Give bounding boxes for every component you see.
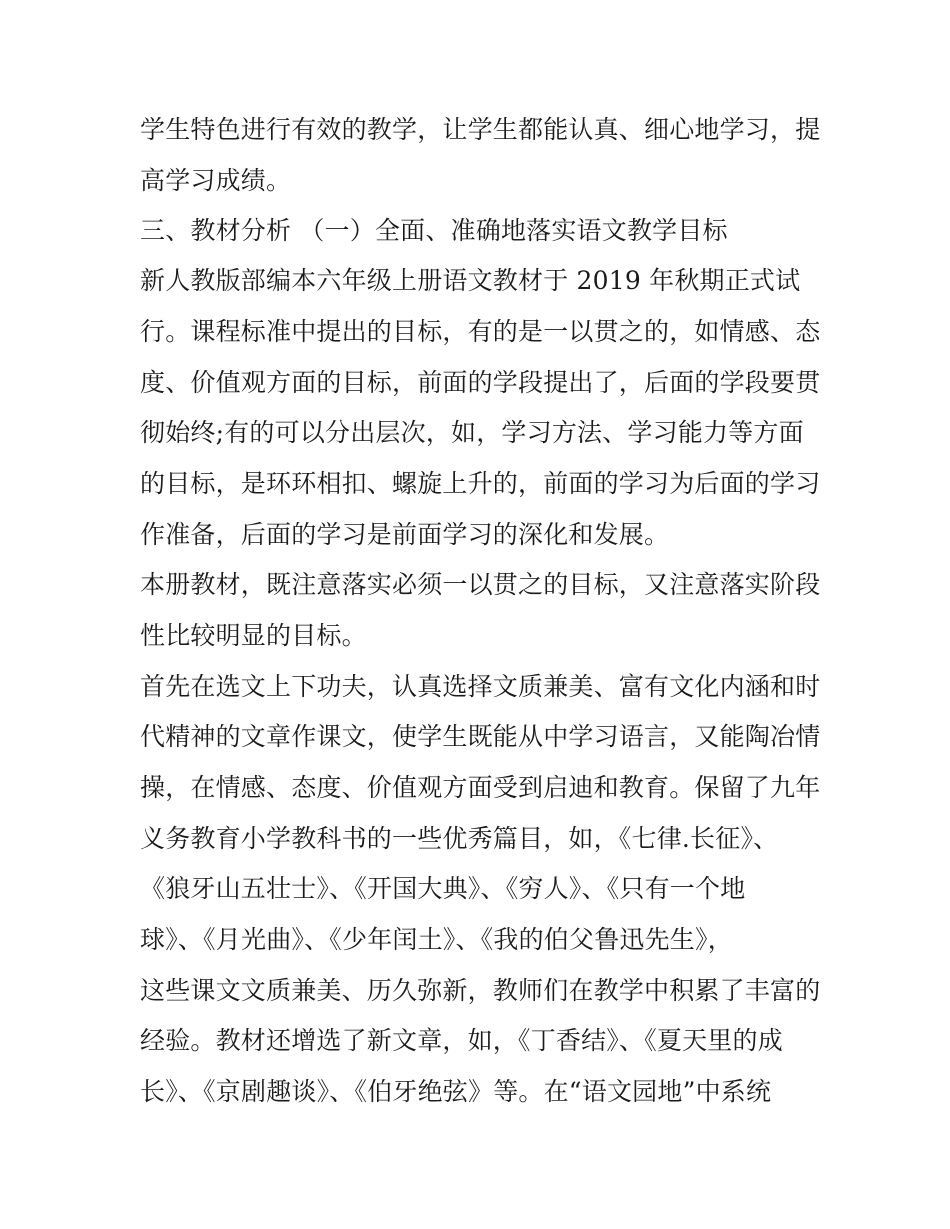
text-line: 本册教材，既注意落实必须一以贯之的目标，又注意落实阶段 (140, 570, 821, 599)
text-line: 的目标，是环环相扣、螺旋上升的，前面的学习为后面的学习 (140, 469, 821, 498)
text-line: 《狼牙山五壮士》、《开国大典》、《穷人》、《只有一个地 (140, 874, 746, 903)
text-line: 代精神的文章作课文，使学生既能从中学习语言，又能陶冶情 (140, 722, 821, 751)
text-line: 彻始终;有的可以分出层次，如，学习方法、学习能力等方面 (140, 418, 804, 447)
text-line: 学生特色进行有效的教学，让学生都能认真、细心地学习，提 (140, 115, 821, 144)
text-line: 操，在情感、态度、价值观方面受到启迪和教育。保留了九年 (140, 773, 821, 802)
text-line: 作准备，后面的学习是前面学习的深化和发展。 (140, 520, 670, 549)
text-line: 行。课程标准中提出的目标，有的是一以贯之的，如情感、态 (140, 317, 821, 346)
text-line: 高学习成绩。 (140, 166, 292, 195)
text-line: 经验。教材还增选了新文章，如，《丁香结》、《夏天里的成 (140, 1026, 783, 1055)
text-line: 首先在选文上下功夫，认真选择文质兼美、富有文化内涵和时 (140, 672, 821, 701)
text-line: 这些课文文质兼美、历久弥新，教师们在教学中积累了丰富的 (140, 976, 821, 1005)
text-line: 性比较明显的目标。 (140, 621, 367, 650)
section-heading: 三、教材分析 （一）全面、准确地落实语文教学目标 (140, 216, 728, 245)
text-line: 度、价值观方面的目标，前面的学段提出了，后面的学段要贯 (140, 368, 821, 397)
text-line: 长》、《京剧趣谈》、《伯牙绝弦》等。在“语文园地”中系统 (140, 1077, 772, 1106)
text-line: 义务教育小学教科书的一些优秀篇目，如，《七律.长征》、 (140, 824, 779, 853)
text-line: 球》、《月光曲》、《少年闰土》、《我的伯父鲁迅先生》， (140, 925, 733, 954)
text-line: 新人教版部编本六年级上册语文教材于 2019 年秋期正式试 (140, 266, 801, 295)
